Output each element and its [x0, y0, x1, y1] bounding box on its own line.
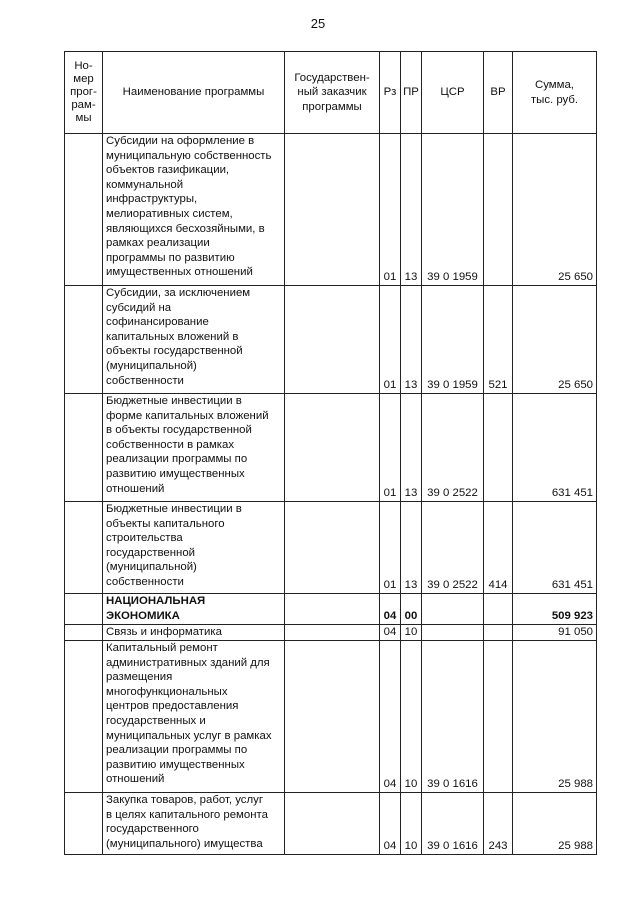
program-name-cell: [103, 641, 285, 793]
pr-cell: 13: [401, 394, 422, 502]
sum-cell: 25 988: [513, 793, 597, 855]
state-customer-cell: [285, 502, 380, 594]
rz-cell: 01: [380, 134, 401, 286]
vr-cell: 243: [484, 793, 513, 855]
program-name-cell: [103, 394, 285, 502]
vr-cell: 521: [484, 286, 513, 394]
sum-cell: 25 650: [513, 286, 597, 394]
rz-cell: 01: [380, 502, 401, 594]
csr-cell: [422, 625, 484, 641]
program-number-cell: [65, 625, 103, 641]
pr-cell: 10: [401, 641, 422, 793]
csr-cell: 39 0 1616: [422, 641, 484, 793]
state-customer-cell: [285, 286, 380, 394]
header-state-customer: [285, 52, 380, 134]
program-name-cell: [103, 286, 285, 394]
vr-cell: [484, 641, 513, 793]
subsection-name-cell: [103, 625, 285, 641]
pr-cell: 13: [401, 134, 422, 286]
rz-cell: 04: [380, 641, 401, 793]
budget-table: [64, 51, 597, 855]
program-number-cell: [65, 793, 103, 855]
sum-cell: 631 451: [513, 394, 597, 502]
header-program-name-text: Наименование программы: [122, 86, 265, 99]
program-name-cell: [103, 793, 285, 855]
program-name-text: Субсидии на оформление в муниципальную собственность объектов газификации, коммунальной инфраструктуры, мелиоративных систем, являющихся бесхозяйными, в рамках реализации программы по развитию имущественных отношений: [106, 135, 272, 279]
header-sum: [513, 52, 597, 134]
rz-cell: 04: [380, 625, 401, 641]
header-sum-text: Сумма, тыс. руб.: [530, 78, 579, 106]
table-row: [65, 641, 597, 793]
program-number-cell: [65, 502, 103, 594]
table-row: [65, 134, 597, 286]
program-number-cell: [65, 134, 103, 286]
table-row: [65, 286, 597, 394]
program-number-cell: [65, 594, 103, 625]
state-customer-cell: [285, 793, 380, 855]
sum-cell: 91 050: [513, 625, 597, 641]
csr-cell: 39 0 2522: [422, 394, 484, 502]
header-state-customer-text: Государствен- ный заказчик программы: [294, 71, 370, 113]
pr-cell: 10: [401, 793, 422, 855]
section-name-cell: [103, 594, 285, 625]
rz-cell: 04: [380, 594, 401, 625]
state-customer-cell: [285, 594, 380, 625]
pr-cell: 10: [401, 625, 422, 641]
csr-cell: 39 0 1959: [422, 134, 484, 286]
header-csr: [422, 52, 484, 134]
section-row: [65, 594, 597, 625]
header-vr: [484, 52, 513, 134]
state-customer-cell: [285, 641, 380, 793]
table-row: [65, 394, 597, 502]
program-name-text: Бюджетные инвестиции в объекты капитального строительства государственной (муниципальной) собственности: [106, 503, 242, 588]
csr-cell: [422, 594, 484, 625]
program-number-cell: [65, 641, 103, 793]
header-row: [65, 52, 597, 134]
pr-cell: 13: [401, 502, 422, 594]
sum-cell: 25 650: [513, 134, 597, 286]
subsection-row: [65, 625, 597, 641]
program-name-text: Бюджетные инвестиции в форме капитальных вложений в объекты государственной собственности в рамках реализации программы по развитию имущественных отношений: [106, 395, 269, 495]
program-name-text: Закупка товаров, работ, услуг в целях капитального ремонта государственного (муниципального) имущества: [106, 794, 268, 850]
vr-cell: [484, 394, 513, 502]
program-name-text: Капитальный ремонт административных зданий для размещения многофункциональных центров предоставления государственных и муниципальных услуг в рамках реализации программы по развитию имущественных отношений: [106, 642, 272, 786]
vr-cell: [484, 594, 513, 625]
header-csr-text: ЦСР: [440, 86, 465, 99]
state-customer-cell: [285, 394, 380, 502]
vr-cell: [484, 134, 513, 286]
header-program-number-text: Но- мер прог- рам- мы: [70, 60, 97, 124]
pr-cell: 00: [401, 594, 422, 625]
program-number-cell: [65, 394, 103, 502]
header-pr-text: ПР: [403, 86, 419, 99]
pr-cell: 13: [401, 286, 422, 394]
header-program-name: [103, 52, 285, 134]
header-pr: [401, 52, 422, 134]
header-rz: [380, 52, 401, 134]
csr-cell: 39 0 1616: [422, 793, 484, 855]
header-vr-text: ВР: [490, 86, 506, 99]
sum-cell: 631 451: [513, 502, 597, 594]
program-name-cell: [103, 134, 285, 286]
sum-cell: 25 988: [513, 641, 597, 793]
program-number-cell: [65, 286, 103, 394]
vr-cell: [484, 625, 513, 641]
rz-cell: 04: [380, 793, 401, 855]
state-customer-cell: [285, 625, 380, 641]
table-row: [65, 502, 597, 594]
sum-cell: 509 923: [513, 594, 597, 625]
vr-cell: 414: [484, 502, 513, 594]
state-customer-cell: [285, 134, 380, 286]
csr-cell: 39 0 2522: [422, 502, 484, 594]
header-program-number: [65, 52, 103, 134]
rz-cell: 01: [380, 394, 401, 502]
program-name-text: Субсидии, за исключением субсидий на софинансирование капитальных вложений в объекты государственной (муниципальной) собственности: [106, 287, 251, 387]
subsection-name-text: Связь и информатика: [106, 626, 222, 638]
table-row: [65, 793, 597, 855]
rz-cell: 01: [380, 286, 401, 394]
csr-cell: 39 0 1959: [422, 286, 484, 394]
page-number: 25: [310, 16, 326, 31]
header-rz-text: Рз: [383, 86, 397, 99]
section-name-text: НАЦИОНАЛЬНАЯ ЭКОНОМИКА: [106, 595, 206, 622]
program-name-cell: [103, 502, 285, 594]
